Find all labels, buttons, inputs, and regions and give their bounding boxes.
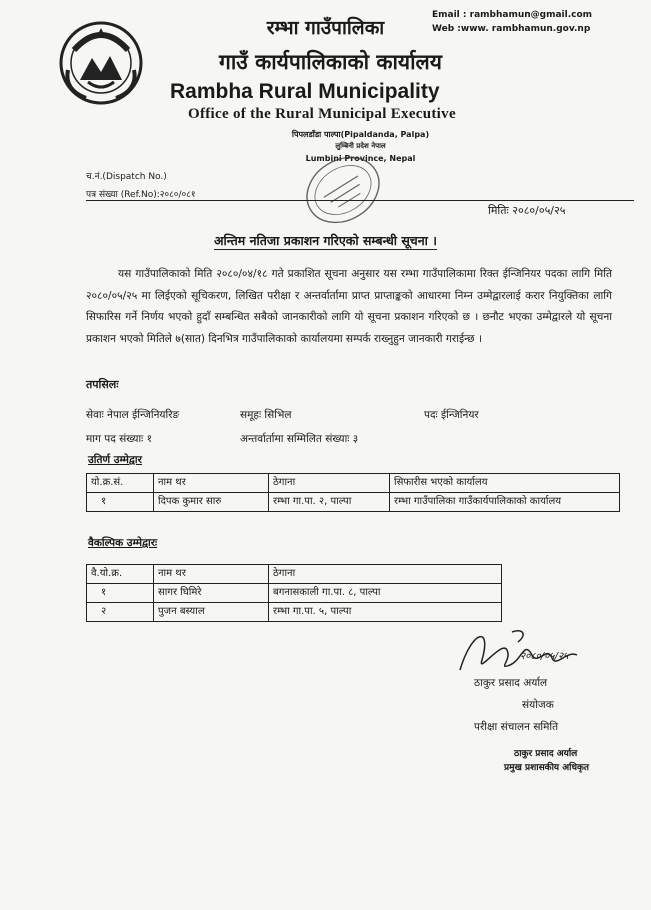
service-field: सेवाः नेपाल ईन्जिनियरिङ [86, 409, 180, 421]
table-cell: पुजन बस्याल [154, 603, 269, 622]
post-field: पदः ईन्जिनियर [424, 409, 479, 421]
table-cell: रम्भा गाउँपालिका गाउँकार्यपालिकाको कार्यालय [390, 493, 620, 512]
municipality-name-np: रम्भा गाउँपालिका [266, 17, 385, 39]
subject-text: अन्तिम नतिजा प्रकाशन गरिएको सम्बन्धी सूचना । [213, 233, 438, 248]
office-name-np: गाउँ कार्यपालिकाको कार्यालय [219, 50, 442, 74]
website-text: Web :www. rambhamun.gov.np [432, 24, 591, 34]
group-field: समूहः सिभिल [240, 409, 292, 421]
table-header-cell: ठेगाना [269, 565, 502, 584]
email-text: Email : rambhamun@gmail.com [432, 10, 593, 20]
table-cell: २ [87, 603, 154, 622]
address-line-2: लुम्बिनी प्रदेश नेपाल [335, 142, 386, 150]
office-name-en: Office of the Rural Municipal Executive [188, 106, 456, 122]
table-header-cell: यो.क्र.सं. [87, 474, 154, 493]
table-cell: १ [87, 584, 154, 603]
table-header-row [87, 565, 502, 584]
details-heading: तपसिलः [86, 378, 119, 391]
signature-date: २०८०/०५/२५ [520, 651, 569, 662]
demand-count-field: माग पद संख्याः १ [86, 433, 153, 445]
alternate-candidates-table [86, 564, 502, 622]
signatory-committee: परीक्षा संचालन समिति [474, 721, 559, 733]
alternate-candidates-heading: वैकल्पिक उम्मेद्वारः [88, 537, 158, 549]
table-row [87, 603, 502, 622]
officer-name: ठाकुर प्रसाद अर्याल [514, 749, 578, 759]
table-cell: सागर घिमिरे [154, 584, 269, 603]
dispatch-block [86, 168, 196, 204]
table-cell: बगनासकाली गा.पा. ८, पाल्पा [269, 584, 502, 603]
table-header-cell: नाम थर [154, 565, 269, 584]
municipality-name-en: Rambha Rural Municipality [170, 80, 440, 103]
signatory-role: संयोजक [522, 699, 554, 711]
reference-number: पत्र संख्या (Ref.No):२०८०/०८१ [86, 190, 196, 200]
signatory-name: ठाकुर प्रसाद अर्याल [474, 677, 548, 689]
passed-candidates-heading: उतिर्ण उम्मेद्वार [88, 454, 142, 466]
header-divider [86, 200, 634, 201]
table-header-cell: सिफारीस भएको कार्यालय [390, 474, 620, 493]
table-row [87, 493, 620, 512]
issue-date: मितिः २०८०/०५/२५ [488, 204, 566, 217]
table-cell: दिपक कुमार सारु [154, 493, 269, 512]
table-header-row [87, 474, 620, 493]
table-cell: १ [87, 493, 154, 512]
dispatch-number: च.नं.(Dispatch No.) [86, 172, 167, 182]
interview-count-field: अन्तर्वार्तामा सम्मिलित संख्याः ३ [240, 433, 359, 445]
officer-title: प्रमुख प्रशासकीय अधिकृत [504, 763, 590, 773]
notice-body: यस गाउँपालिकाको मिति २०८०/०४/१८ गते प्रकाशित सूचना अनुसार यस रम्भा गाउँपालिकामा रिक्त ईन्जिनियर पदका लागि मिति २०८०/०५/२५ मा लिईएको सूचिकरण, लिखित परीक्षा र अन्तर्वार्तामा प्राप्त प्राप्ताङ्कको आधारमा निम्न उम्मेद्वारलाई करार नियुक्तिका लागि सिफारिस गर्ने निर्णय भएको हुदाँ सम्बन्धित सबैको जानकारीको लागि यो सूचना प्रकाशन गरिएको छ । छनौट भएका उम्मेद्वारले यो सूचना प्रकाशन भएको मितिले ७(सात) दिनभित्र गाउँपालिकाको कार्यालयमा सम्पर्क राख्नुहुन जानकारी गराईन्छ । [86, 268, 612, 345]
table-header-cell: वै.यो.क्र. [87, 565, 154, 584]
table-row [87, 584, 502, 603]
notice-subject [0, 232, 651, 249]
passed-candidates-table [86, 473, 620, 512]
address-line-3: Lumbini Province, Nepal [305, 154, 416, 163]
table-cell: रम्भा गा.पा. २, पाल्पा [269, 493, 390, 512]
table-header-cell: ठेगाना [269, 474, 390, 493]
office-stamp [288, 150, 398, 230]
table-cell: रम्भा गा.पा. ५, पाल्पा [269, 603, 502, 622]
table-header-cell: नाम थर [154, 474, 269, 493]
address-line-1: पिपलडाँडा पाल्पा(Pipaldanda, Palpa) [291, 130, 430, 139]
